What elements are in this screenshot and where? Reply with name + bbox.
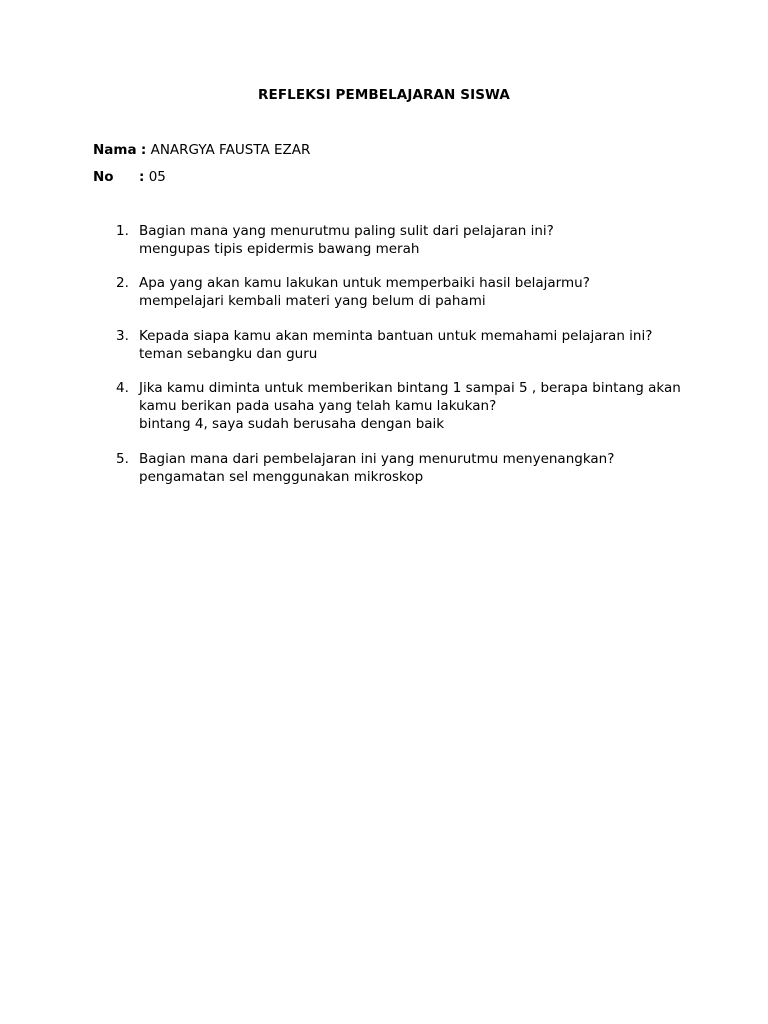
name-value: ANARGYA FAUSTA EZAR [150,142,311,158]
name-colon: : [140,142,147,158]
student-name-field [93,142,310,158]
question-body [139,450,659,486]
answer-text: bintang 4, saya sudah berusaha dengan baik [139,416,445,432]
name-label: Nama [93,142,137,158]
question-text: Apa yang akan kamu lakukan untuk memperbaiki hasil belajarmu? [139,275,590,291]
question-number: 1. [116,223,129,239]
question-text: kamu berikan pada usaha yang telah kamu lakukan? [139,398,497,414]
question-number: 5. [116,451,129,467]
answer-text: mempelajari kembali materi yang belum di pahami [139,293,486,309]
page-title: REFLEKSI PEMBELAJARAN SISWA [258,87,510,103]
question-text: Jika kamu diminta untuk memberikan bintang 1 sampai 5 , berapa bintang akan [139,380,681,396]
question-text: Bagian mana yang menurutmu paling sulit dari pelajaran ini? [139,223,554,239]
number-colon: : [139,169,145,185]
question-number: 2. [116,275,129,291]
question-body [139,222,659,258]
question-text: Kepada siapa kamu akan meminta bantuan untuk memahami pelajaran ini? [139,328,653,344]
number-label: No [93,169,114,185]
answer-text: mengupas tipis epidermis bawang merah [139,241,420,257]
question-number: 4. [116,380,129,396]
question-number: 3. [116,328,129,344]
question-body [139,379,681,433]
answer-text: pengamatan sel menggunakan mikroskop [139,469,424,485]
student-number-field [93,169,166,185]
question-body [139,327,659,363]
answer-text: teman sebangku dan guru [139,346,318,362]
question-text: Bagian mana dari pembelajaran ini yang menurutmu menyenangkan? [139,451,615,467]
number-value: 05 [148,169,166,185]
question-body [139,274,659,310]
